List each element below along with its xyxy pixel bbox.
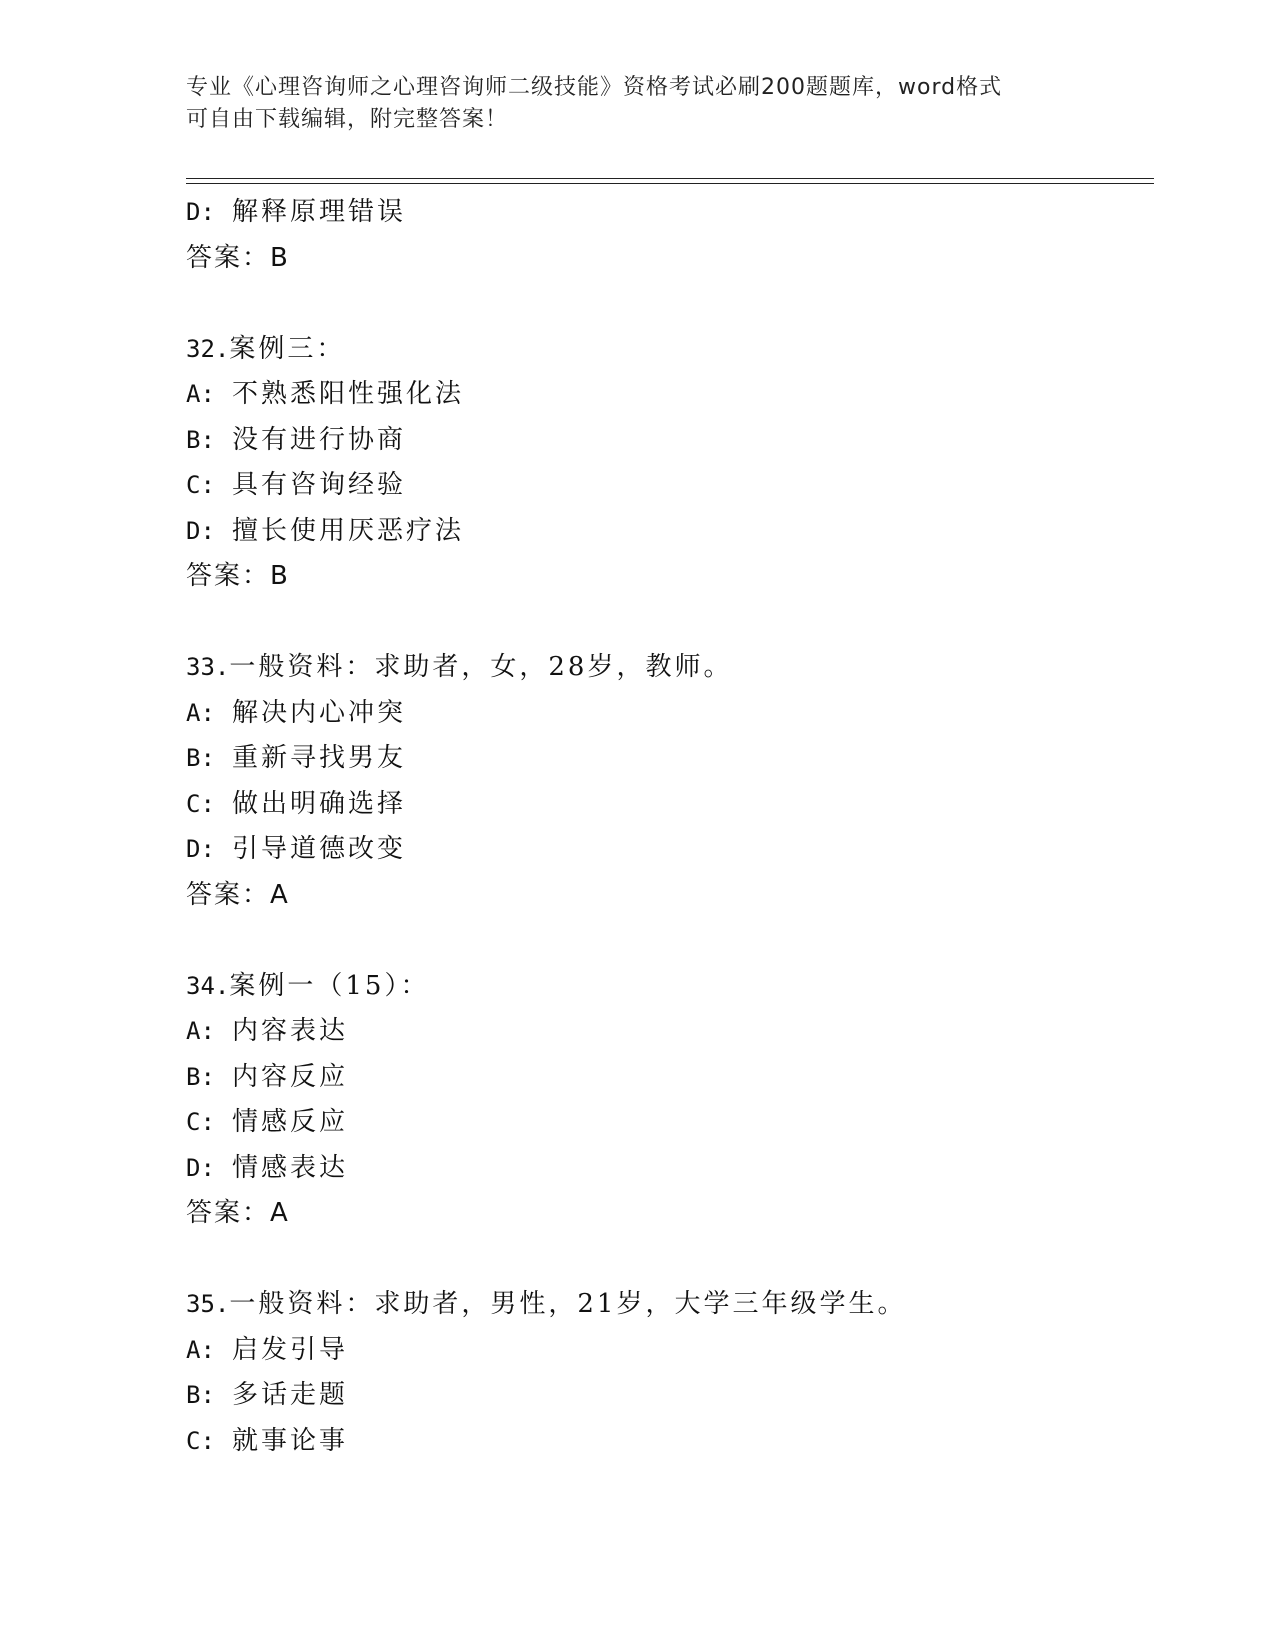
question-number: 33.	[186, 653, 230, 681]
option-letter: C:	[186, 1426, 215, 1455]
option-row	[186, 372, 1146, 418]
option-text: 多话走题	[232, 1380, 349, 1410]
option-row	[186, 418, 1146, 464]
option-row	[186, 1419, 1146, 1465]
option-text: 情感反应	[232, 1107, 349, 1137]
option-text: 重新寻找男友	[232, 743, 407, 773]
question-stem	[186, 645, 1146, 691]
option-text: 具有咨询经验	[232, 470, 407, 500]
option-letter: A:	[186, 1017, 215, 1045]
option-letter: B:	[186, 744, 215, 772]
question-list	[186, 190, 1146, 1464]
spacer	[186, 1237, 1146, 1283]
option-row	[186, 827, 1146, 873]
option-row	[186, 1146, 1146, 1192]
question-text: 案例一（15）：	[229, 970, 430, 1001]
option-letter: B:	[186, 1381, 215, 1409]
option-text: 情感表达	[232, 1152, 349, 1183]
question-stem	[186, 327, 1146, 373]
answer-line: 答案：B	[186, 561, 290, 591]
question-number: 32.	[186, 334, 230, 363]
option-row	[186, 463, 1146, 509]
option-row	[186, 736, 1146, 782]
option-letter: B:	[186, 425, 215, 454]
option-letter: A:	[186, 698, 215, 727]
question-text: 案例三：	[229, 333, 346, 364]
option-row	[186, 1055, 1146, 1101]
question-number: 35.	[186, 1290, 230, 1318]
question-stem	[186, 964, 1146, 1010]
option-letter: D:	[186, 1153, 215, 1182]
option-letter: D:	[186, 516, 215, 545]
header-title-line-1: 专业《心理咨询师之心理咨询师二级技能》资格考试必刷200题题库，word格式	[186, 75, 1003, 100]
answer-line: 答案：B	[186, 242, 290, 273]
header-title-line-2: 可自由下载编辑，附完整答案！	[186, 107, 509, 132]
header-divider-bottom	[186, 183, 1154, 184]
question-number: 34.	[186, 971, 230, 1000]
option-row	[186, 1328, 1146, 1374]
option-letter: C:	[186, 471, 215, 499]
option-text: 不熟悉阳性强化法	[232, 379, 465, 409]
spacer	[186, 281, 1146, 327]
option-text: 内容表达	[232, 1016, 349, 1046]
option-text: 解释原理错误	[232, 197, 407, 227]
option-text: 启发引导	[232, 1334, 349, 1365]
option-text: 引导道德改变	[232, 834, 407, 864]
question-stem	[186, 1282, 1146, 1328]
option-text: 做出明确选择	[232, 788, 407, 819]
option-letter: A:	[186, 1335, 215, 1364]
option-letter: D:	[186, 835, 215, 863]
option-row	[186, 782, 1146, 828]
option-letter: B:	[186, 1062, 215, 1091]
option-text: 没有进行协商	[232, 424, 407, 455]
option-text: 解决内心冲突	[232, 697, 407, 728]
option-row	[186, 509, 1146, 555]
option-row	[186, 1100, 1146, 1146]
option-row	[186, 190, 1146, 236]
option-letter: D:	[186, 198, 215, 226]
option-text: 擅长使用厌恶疗法	[232, 515, 465, 546]
spacer	[186, 918, 1146, 964]
spacer	[186, 600, 1146, 646]
document-header	[186, 72, 1066, 136]
option-text: 内容反应	[232, 1061, 349, 1092]
header-divider-top	[186, 178, 1154, 179]
option-text: 就事论事	[232, 1425, 349, 1456]
question-text: 一般资料：求助者，女，28岁，教师。	[229, 652, 733, 682]
option-letter: A:	[186, 380, 215, 408]
answer-line: 答案：A	[186, 879, 290, 910]
option-letter: C:	[186, 1108, 215, 1136]
option-row	[186, 1373, 1146, 1419]
option-row	[186, 1009, 1146, 1055]
option-letter: C:	[186, 789, 215, 818]
question-text: 一般资料：求助者，男性，21岁，大学三年级学生。	[229, 1289, 907, 1319]
option-row	[186, 691, 1146, 737]
answer-line: 答案：A	[186, 1198, 290, 1228]
